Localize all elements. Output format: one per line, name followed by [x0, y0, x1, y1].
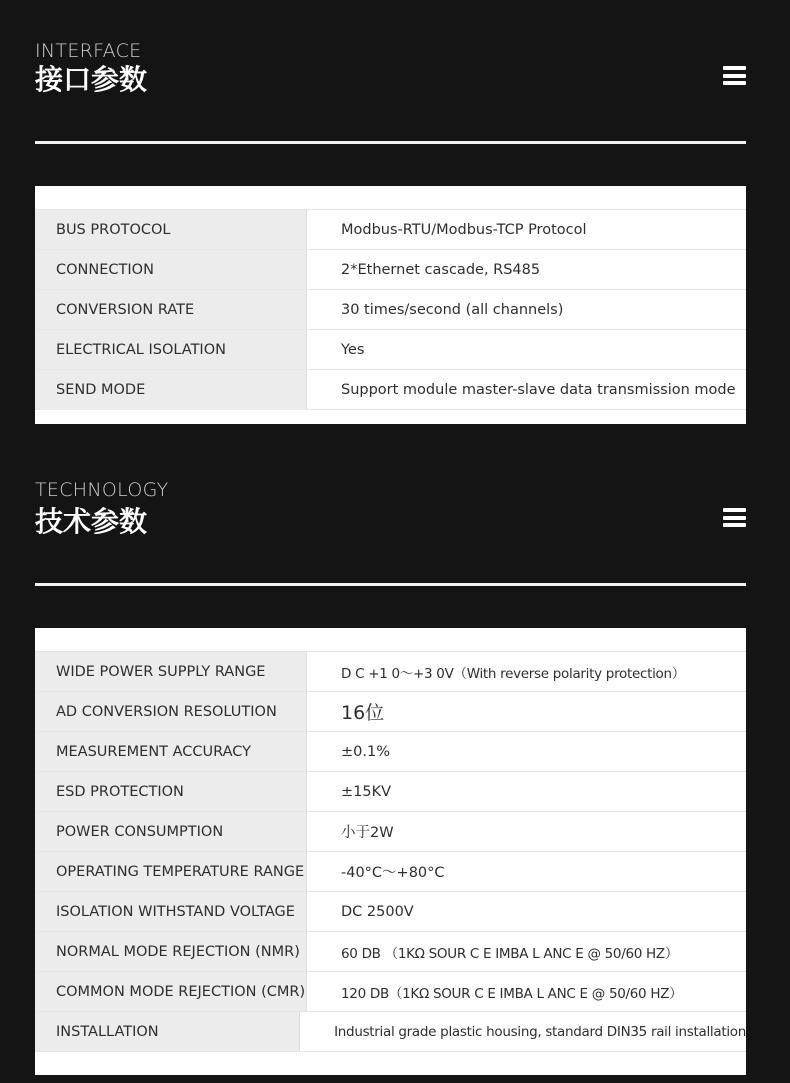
table-row: [35, 651, 746, 691]
spec-label: AD CONVERSION RESOLUTION: [35, 692, 307, 731]
table-row: [35, 369, 746, 410]
technology-header: [35, 479, 746, 541]
spec-value: -40°C～+80°C: [341, 865, 445, 881]
table-row: [35, 289, 746, 329]
table-row: [35, 329, 746, 369]
spec-label: NORMAL MODE REJECTION (NMR): [35, 932, 307, 971]
table-row: [35, 891, 746, 931]
spec-label: ISOLATION WITHSTAND VOLTAGE: [35, 892, 307, 931]
spec-value: 16位: [341, 702, 385, 724]
spec-label: CONNECTION: [35, 250, 307, 289]
spec-value: DC 2500V: [341, 903, 414, 920]
table-row: [35, 691, 746, 731]
spec-value: D C +1 0～+3 0V（With reverse polarity protection）: [341, 665, 685, 682]
spec-value: Support module master-slave data transmission mode: [341, 381, 736, 398]
technology-en-title: TECHNOLOGY: [35, 479, 169, 501]
spec-value: Yes: [341, 341, 365, 358]
table-row: [35, 851, 746, 891]
spec-value: 120 DB（1KΩ SOUR C E IMBA L ANC E @ 50/60 HZ）: [341, 985, 683, 1002]
interface-spec-table: [35, 186, 746, 424]
spec-label: WIDE POWER SUPPLY RANGE: [35, 652, 307, 691]
spec-value: Modbus-RTU/Modbus-TCP Protocol: [341, 221, 587, 238]
interface-divider: [35, 141, 746, 144]
interface-en-title: INTERFACE: [35, 40, 142, 62]
spec-value: ±15KV: [341, 783, 392, 800]
spec-label: BUS PROTOCOL: [35, 210, 307, 249]
table-row: [35, 771, 746, 811]
table-row: [35, 731, 746, 771]
table-row: [35, 931, 746, 971]
technology-spec-table: [35, 628, 746, 1075]
interface-cn-title: 接口参数: [35, 63, 148, 96]
spec-value: 2*Ethernet cascade, RS485: [341, 261, 541, 278]
spec-label: POWER CONSUMPTION: [35, 812, 307, 851]
table-row: [35, 971, 746, 1011]
technology-divider: [35, 583, 746, 586]
spec-value: 小于2W: [341, 825, 394, 841]
table-row: [35, 249, 746, 289]
spec-value: Industrial grade plastic housing, standard DIN35 rail installation: [334, 1023, 746, 1040]
spec-label: ELECTRICAL ISOLATION: [35, 330, 307, 369]
menu-icon[interactable]: [723, 508, 746, 527]
spec-label: CONVERSION RATE: [35, 290, 307, 329]
technology-cn-title: 技术参数: [35, 505, 148, 538]
spec-value: 60 DB （1KΩ SOUR C E IMBA L ANC E @ 50/60 HZ）: [341, 945, 679, 962]
menu-icon[interactable]: [723, 66, 746, 85]
spec-label: MEASUREMENT ACCURACY: [35, 732, 307, 771]
spec-label: COMMON MODE REJECTION (CMR): [35, 972, 307, 1011]
spec-label: ESD PROTECTION: [35, 772, 307, 811]
spec-label: OPERATING TEMPERATURE RANGE: [35, 852, 307, 891]
spec-label: INSTALLATION: [35, 1012, 300, 1051]
table-row: [35, 811, 746, 851]
spec-value: ±0.1%: [341, 743, 390, 760]
table-row: [35, 209, 746, 249]
table-row: [35, 1011, 746, 1052]
spec-value: 30 times/second (all channels): [341, 301, 564, 318]
interface-header: [35, 40, 746, 100]
spec-label: SEND MODE: [35, 370, 307, 409]
